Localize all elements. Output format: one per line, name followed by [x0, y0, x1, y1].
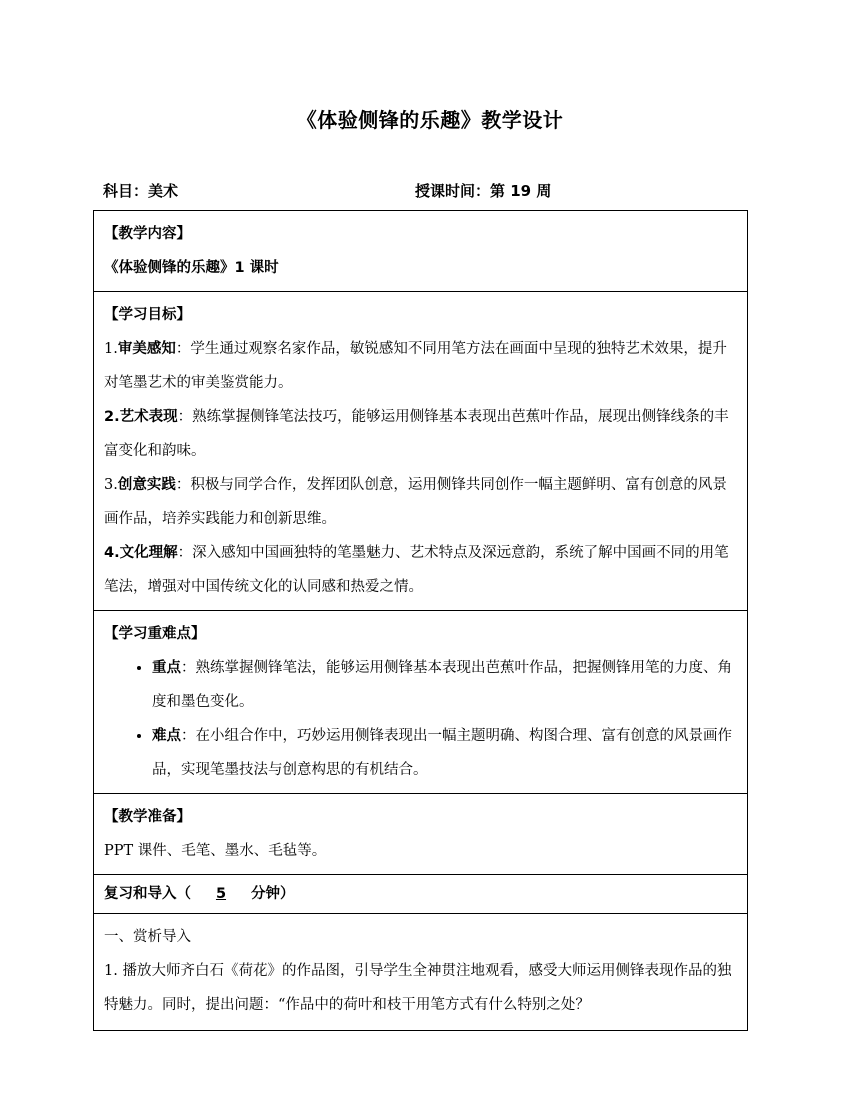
keypoint-label: 难点 [152, 728, 181, 744]
objectives-row [94, 292, 748, 611]
keypoints-heading: 【学习重难点】 [104, 626, 206, 642]
objectives-cell [94, 292, 748, 611]
meta-row [103, 180, 763, 201]
intro-line-1: 一、赏析导入 [104, 929, 191, 945]
keypoint-item: • 重点：熟练掌握侧锋笔法，能够运用侧锋基本表现出芭蕉叶作品，把握侧锋用笔的力度、角度和墨色变化。 [152, 651, 739, 719]
objective-label: 文化理解 [119, 545, 178, 561]
objective-label: 审美感知 [117, 341, 176, 357]
review-cell [94, 875, 748, 914]
lesson-plan-table [93, 210, 748, 1031]
review-suffix: 分钟） [251, 886, 295, 902]
content-cell [94, 211, 748, 292]
page-title: 《体验侧锋的乐趣》教学设计 [296, 108, 564, 132]
keypoint-label: 重点 [152, 660, 181, 676]
content-heading: 【教学内容】 [104, 226, 191, 242]
content-row [94, 211, 748, 292]
content-text: 《体验侧锋的乐趣》1 课时 [104, 260, 279, 276]
keypoints-cell [94, 611, 748, 794]
intro-row [94, 914, 748, 1031]
time-label: 授课时间：第 19 周 [415, 182, 552, 200]
intro-line-2: 1. 播放大师齐白石《荷花》的作品图，引导学生全神贯注地观看，感受大师运用侧锋表现作品的独特魅力。同时，提出问题：“作品中的荷叶和枝干用笔方式有什么特别之处？ [104, 963, 732, 1013]
subject-label: 科目：美术 [103, 182, 179, 200]
review-prefix: 复习和导入（ [104, 886, 191, 902]
prep-heading: 【教学准备】 [104, 809, 191, 825]
review-row [94, 875, 748, 914]
objectives-heading: 【学习目标】 [104, 307, 191, 323]
intro-cell [94, 914, 748, 1031]
keypoints-row [94, 611, 748, 794]
objective-item: 4.文化理解：深入感知中国画独特的笔墨魅力、艺术特点及深远意韵，系统了解中国画不同的用笔笔法，增强对中国传统文化的认同感和热爱之情。 [104, 545, 729, 595]
review-minutes: 5 [215, 886, 227, 902]
keypoints-list [104, 651, 739, 787]
keypoint-item: • 难点：在小组合作中，巧妙运用侧锋表现出一幅主题明确、构图合理、富有创意的风景画作品，实现笔墨技法与创意构思的有机结合。 [152, 719, 739, 787]
prep-text: PPT 课件、毛笔、墨水、毛毡等。 [104, 843, 327, 859]
objective-item: 2.艺术表现：熟练掌握侧锋笔法技巧，能够运用侧锋基本表现出芭蕉叶作品，展现出侧锋线条的丰富变化和韵味。 [104, 409, 729, 459]
prep-cell [94, 794, 748, 875]
objective-label: 艺术表现 [119, 409, 178, 425]
objective-item: 3.创意实践：积极与同学合作，发挥团队创意，运用侧锋共同创作一幅主题鲜明、富有创意的风景画作品，培养实践能力和创新思维。 [104, 477, 727, 527]
objective-label: 创意实践 [117, 477, 176, 493]
prep-row [94, 794, 748, 875]
objective-item: 1.审美感知：学生通过观察名家作品，敏锐感知不同用笔方法在画面中呈现的独特艺术效果，提升对笔墨艺术的审美鉴赏能力。 [104, 341, 727, 391]
